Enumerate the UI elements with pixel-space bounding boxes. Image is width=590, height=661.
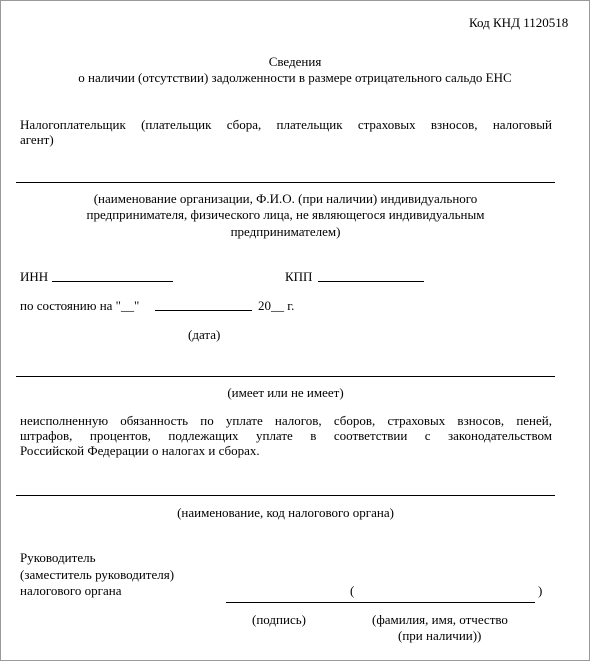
document-title-line2: о наличии (отсутствии) задолженности в размере отрицательного сальдо ЕНС (78, 70, 512, 85)
head-label-line2: (заместитель руководителя) (20, 567, 175, 582)
date-prefix: по состоянию на "__" (20, 298, 140, 313)
org-caption-line2: предпринимателя, физического лица, не являющегося индивидуальным (86, 207, 485, 222)
authority-caption: (наименование, код налогового органа) (177, 505, 394, 520)
head-label-line3: налогового органа (20, 583, 122, 598)
signature-caption: (подпись) (252, 612, 306, 627)
name-caption-line2: (при наличии)) (398, 628, 482, 643)
signature-line[interactable] (226, 602, 535, 603)
date-year-label: 20__ г. (258, 298, 295, 313)
head-label-line1: Руководитель (20, 550, 96, 565)
kpp-field[interactable] (318, 281, 424, 282)
obligation-text (20, 413, 552, 458)
has-or-not-line[interactable] (16, 376, 555, 377)
obligation-line2: штрафов, процентов, подлежащих уплате в соответствии с законодательством (20, 428, 552, 443)
name-paren-close: ) (538, 583, 543, 598)
obligation-line1: неисполненную обязанность по уплате налогов, сборов, страховых взносов, пеней, (20, 413, 552, 428)
taxpayer-label (20, 117, 552, 147)
kpp-label: КПП (285, 269, 313, 284)
form-code: Код КНД 1120518 (469, 15, 569, 30)
date-month-field[interactable] (155, 310, 252, 311)
document-title-line1: Сведения (268, 54, 322, 69)
tax-authority-line[interactable] (16, 495, 555, 496)
org-caption-line1: (наименование организации, Ф.И.О. (при наличии) индивидуального (93, 191, 478, 206)
taxpayer-label-line1: Налогоплательщик (плательщик сбора, плательщик страховых взносов, налоговый (20, 117, 552, 132)
name-paren-open: ( (350, 583, 355, 598)
obligation-line3: Российской Федерации о налогах и сборах. (20, 443, 260, 458)
inn-label: ИНН (20, 269, 49, 284)
taxpayer-label-line2: агент) (20, 132, 54, 147)
inn-field[interactable] (52, 281, 173, 282)
name-caption-line1: (фамилия, имя, отчество (372, 612, 508, 627)
date-caption: (дата) (188, 327, 221, 342)
org-name-line[interactable] (16, 182, 555, 183)
org-caption-line3: предпринимателем) (230, 224, 341, 239)
has-caption: (имеет или не имеет) (227, 385, 344, 400)
